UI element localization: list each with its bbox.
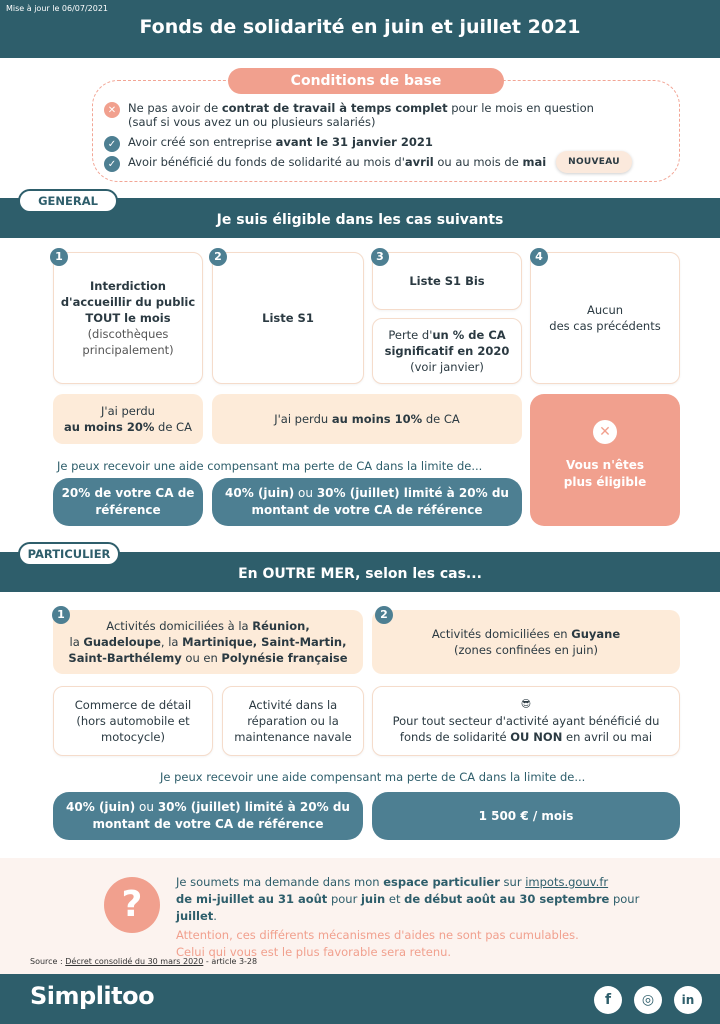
check-icon: ✓ xyxy=(104,156,120,172)
impots-link[interactable]: impots.gouv.fr xyxy=(525,875,609,889)
question-icon: ? xyxy=(104,877,160,933)
dom-card-1: Activités domiciliées à la Réunion, la Guadeloupe, la Martinique, Saint-Martin, Saint-Barthélemy ou en Polynésie française xyxy=(53,610,363,674)
particulier-tag: PARTICULIER xyxy=(18,542,120,566)
conditions-title: Conditions de base xyxy=(228,68,504,94)
source-line: Source : Décret consolidé du 30 mars 2020 - article 3-28 xyxy=(30,957,258,966)
condition-3: ✓ Avoir bénéficié du fonds de solidarité au mois d'avril ou au mois de mai xyxy=(104,155,546,172)
facebook-icon[interactable]: f xyxy=(594,986,622,1014)
condition-1: ✕ Ne pas avoir de contrat de travail à temps complet pour le mois en question (sauf si vous avez un ou plusieurs salariés) xyxy=(104,101,624,129)
case-card-2: Liste S1 xyxy=(212,252,364,384)
all-sectors-card: 😎 Pour tout secteur d'activité ayant bénéficié du fonds de solidarité OU NON en avril ou mai xyxy=(372,686,680,756)
repair-card: Activité dans la réparation ou la maintenance navale xyxy=(222,686,364,756)
check-icon: ✓ xyxy=(104,136,120,152)
particulier-limit-text: Je peux recevoir une aide compensant ma perte de CA dans la limite de... xyxy=(160,770,586,784)
loss-20-box: J'ai perdu au moins 20% de CA xyxy=(53,394,203,444)
dom-number-1: 1 xyxy=(52,606,70,624)
general-aid-1: 20% de votre CA de référence xyxy=(53,478,203,526)
new-badge: NOUVEAU xyxy=(556,151,632,173)
particulier-aid-1: 40% (juin) ou 30% (juillet) limité à 20% du montant de votre CA de référence xyxy=(53,792,363,840)
commerce-card: Commerce de détail (hors automobile et motocycle) xyxy=(53,686,213,756)
condition-2: ✓ Avoir créé son entreprise avant le 31 janvier 2021 xyxy=(104,135,433,152)
instagram-icon[interactable]: ◎ xyxy=(634,986,662,1014)
general-band: Je suis éligible dans les cas suivants xyxy=(0,198,720,238)
dom-number-2: 2 xyxy=(375,606,393,624)
brand-logo: Simplitoo xyxy=(30,982,155,1010)
cross-icon: ✕ xyxy=(104,102,120,118)
particulier-band: En OUTRE MER, selon les cas... xyxy=(0,552,720,592)
loss-10-box: J'ai perdu au moins 10% de CA xyxy=(212,394,522,444)
case-card-1: Interdiction d'accueillir du public TOUT le mois (discothèques principalement) xyxy=(53,252,203,384)
case-number-3: 3 xyxy=(371,248,389,266)
case-number-2: 2 xyxy=(209,248,227,266)
case-card-4: Aucun des cas précédents xyxy=(530,252,680,384)
dom-card-2: Activités domiciliées en Guyane (zones confinées en juin) xyxy=(372,610,680,674)
general-limit-text: Je peux recevoir une aide compensant ma perte de CA dans la limite de... xyxy=(57,459,483,473)
warning-line-1: Attention, ces différents mécanismes d'aides ne sont pas cumulables. xyxy=(176,928,579,942)
case-number-4: 4 xyxy=(530,248,548,266)
not-eligible-text: Vous n'êtes plus éligible xyxy=(563,458,647,489)
general-tag: GENERAL xyxy=(18,189,118,213)
case-number-1: 1 xyxy=(50,248,68,266)
warning-line-2: Celui qui vous est le plus favorable sera retenu. xyxy=(176,945,452,959)
case-card-3a: Liste S1 Bis xyxy=(372,252,522,310)
particulier-aid-2: 1 500 € / mois xyxy=(372,792,680,840)
page-title: Fonds de solidarité en juin et juillet 2021 xyxy=(139,16,581,38)
source-link[interactable]: Décret consolidé du 30 mars 2020 xyxy=(65,957,204,966)
cross-icon: ✕ xyxy=(593,420,617,444)
info-text: Je soumets ma demande dans mon espace particulier sur impots.gouv.fr de mi-juillet au 31 août pour juin et de début août au 30 septembre pour juillet. Attention, ces différents mécanismes d'aides ne sont pas cumulables. Celui qui vous est le plus favorable sera retenu. xyxy=(176,874,676,961)
case-card-3b: Perte d'un % de CA significatif en 2020 (voir janvier) xyxy=(372,318,522,384)
sunglasses-emoji-icon: 😎 xyxy=(520,699,532,710)
general-aid-2: 40% (juin) ou 30% (juillet) limité à 20% du montant de votre CA de référence xyxy=(212,478,522,526)
linkedin-icon[interactable]: in xyxy=(674,986,702,1014)
update-date: Mise à jour le 06/07/2021 xyxy=(6,4,109,13)
